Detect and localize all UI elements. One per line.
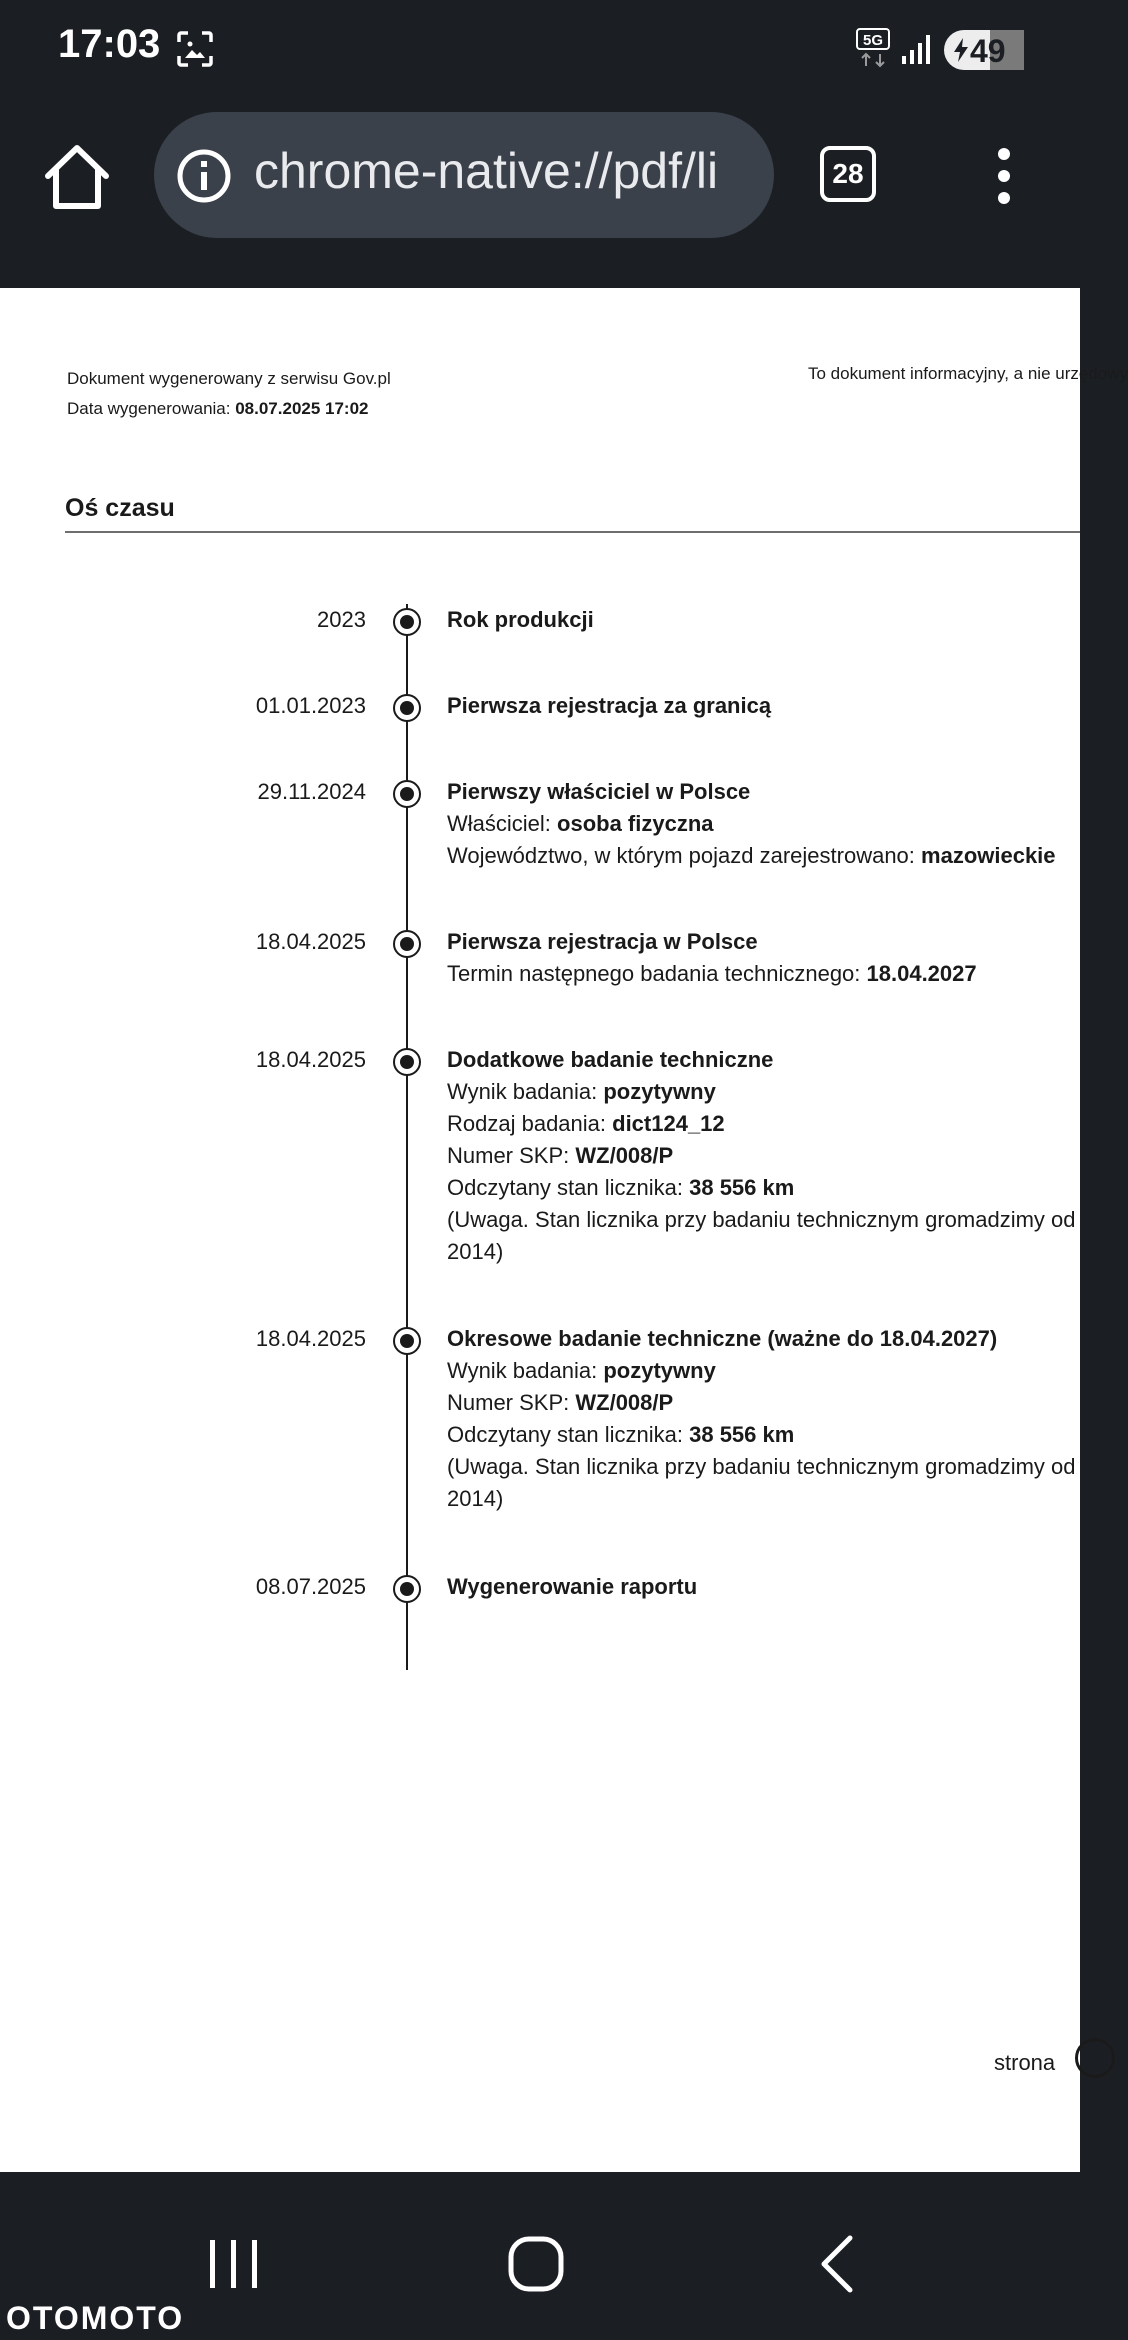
detail-label: Numer SKP: bbox=[447, 1390, 576, 1415]
timeline-title: Pierwszy właściciel w Polsce bbox=[447, 779, 751, 804]
detail-value: WZ/008/P bbox=[575, 1143, 674, 1168]
otomoto-watermark: OTOMOTO bbox=[6, 2300, 185, 2336]
back-button[interactable] bbox=[818, 2234, 858, 2294]
timeline-date: 18.04.2025 bbox=[255, 1047, 366, 1072]
timeline-title: Wygenerowanie raportu bbox=[447, 1574, 698, 1599]
timeline-date: 18.04.2025 bbox=[255, 929, 366, 954]
document-header-right: To dokument informacyjny, a nie urzędowy bbox=[808, 364, 1128, 383]
timeline-dot-icon bbox=[393, 930, 421, 958]
detail-label: Wynik badania: bbox=[447, 1079, 604, 1104]
timeline-title: Pierwsza rejestracja w Polsce bbox=[447, 929, 758, 954]
timeline-dot-icon bbox=[393, 1327, 421, 1355]
generated-source-text: Dokument wygenerowany z serwisu Gov.pl bbox=[67, 369, 391, 388]
page-label: strona bbox=[994, 2050, 1056, 2075]
detail-value: pozytywny bbox=[603, 1358, 716, 1383]
tab-switcher-button[interactable] bbox=[820, 146, 880, 206]
document-header-left bbox=[67, 364, 391, 424]
detail-value: 38 556 km bbox=[689, 1422, 795, 1447]
timeline-axis bbox=[406, 604, 408, 1670]
timeline-body bbox=[447, 1044, 1087, 1268]
battery-level: 49 bbox=[970, 33, 1006, 69]
detail-value: 38 556 km bbox=[689, 1175, 795, 1200]
charging-bolt-icon bbox=[952, 38, 970, 62]
detail-label: Termin następnego badania technicznego: bbox=[447, 961, 867, 986]
generated-date-value: 08.07.2025 17:02 bbox=[235, 399, 369, 418]
timeline-body bbox=[447, 776, 1087, 872]
url-text[interactable]: chrome-native://pdf/li bbox=[254, 143, 719, 199]
section-title: Oś czasu bbox=[65, 494, 175, 522]
timeline-detail bbox=[447, 958, 1087, 990]
timeline-detail bbox=[447, 808, 1087, 840]
timeline-date: 2023 bbox=[317, 607, 366, 632]
generated-date-line bbox=[67, 394, 391, 424]
detail-label: Właściciel: bbox=[447, 811, 558, 836]
detail-label: Odczytany stan licznika: bbox=[447, 1422, 690, 1447]
recent-apps-button[interactable] bbox=[204, 2236, 264, 2292]
info-icon[interactable] bbox=[176, 148, 232, 204]
timeline-detail bbox=[447, 1076, 1087, 1108]
timeline-date: 18.04.2025 bbox=[255, 1326, 366, 1351]
timeline-dot-icon bbox=[393, 608, 421, 636]
detail-label: Województwo, w którym pojazd zarejestrowano: bbox=[447, 843, 922, 868]
detail-value: WZ/008/P bbox=[575, 1390, 674, 1415]
network-5g-icon bbox=[856, 28, 890, 68]
timeline-detail bbox=[447, 1451, 1087, 1515]
timeline-date: 29.11.2024 bbox=[257, 779, 366, 804]
detail-label: Numer SKP: bbox=[447, 1143, 576, 1168]
detail-value: osoba fizyczna bbox=[557, 811, 714, 836]
timeline-body bbox=[447, 926, 1087, 990]
tab-count: 28 bbox=[820, 146, 876, 202]
page-number-badge bbox=[1075, 2038, 1115, 2078]
timeline-title: Okresowe badanie techniczne (ważne do 18.04.2027) bbox=[447, 1326, 998, 1351]
timeline-body bbox=[447, 1571, 1087, 1603]
address-bar[interactable] bbox=[154, 112, 774, 238]
timeline-body bbox=[447, 690, 1087, 722]
more-menu-icon[interactable] bbox=[984, 144, 1024, 208]
screenshot-icon bbox=[176, 30, 214, 68]
pdf-page bbox=[0, 288, 1128, 2172]
home-button[interactable] bbox=[40, 140, 114, 214]
timeline-dot-icon bbox=[393, 1048, 421, 1076]
timeline-body bbox=[447, 604, 1087, 636]
timeline-detail bbox=[447, 1419, 1087, 1451]
browser-toolbar bbox=[0, 100, 1080, 268]
timeline-detail bbox=[447, 1204, 1087, 1268]
timeline-dot-icon bbox=[393, 694, 421, 722]
detail-value: 18.04.2027 bbox=[866, 961, 977, 986]
timeline-title: Dodatkowe badanie techniczne bbox=[447, 1047, 774, 1072]
timeline-detail bbox=[447, 1108, 1087, 1140]
network-label: 5G bbox=[862, 32, 884, 49]
section-divider bbox=[65, 531, 1080, 533]
timeline-dot-icon bbox=[393, 780, 421, 808]
timeline-title: Pierwsza rejestracja za granicą bbox=[447, 693, 772, 718]
status-time: 17:03 bbox=[58, 22, 161, 66]
detail-value: mazowieckie bbox=[921, 843, 1056, 868]
timeline-detail bbox=[447, 840, 1087, 872]
timeline-date: 08.07.2025 bbox=[255, 1574, 366, 1599]
detail-value: pozytywny bbox=[603, 1079, 716, 1104]
battery-indicator bbox=[944, 30, 1024, 70]
detail-value: dict124_12 bbox=[612, 1111, 725, 1136]
detail-label: Wynik badania: bbox=[447, 1358, 604, 1383]
home-nav-button[interactable] bbox=[506, 2234, 566, 2294]
timeline-body bbox=[447, 1323, 1087, 1515]
timeline-dot-icon bbox=[393, 1575, 421, 1603]
detail-label: (Uwaga. Stan licznika przy badaniu technicznym gromadzimy od 2014) bbox=[447, 1454, 1076, 1511]
detail-label: Odczytany stan licznika: bbox=[447, 1175, 690, 1200]
generated-date-label: Data wygenerowania: bbox=[67, 399, 236, 418]
timeline-date: 01.01.2023 bbox=[255, 693, 366, 718]
timeline-detail bbox=[447, 1140, 1087, 1172]
detail-label: Rodzaj badania: bbox=[447, 1111, 613, 1136]
timeline-detail bbox=[447, 1172, 1087, 1204]
timeline-title: Rok produkcji bbox=[447, 607, 594, 632]
status-bar bbox=[0, 0, 1080, 100]
signal-icon bbox=[900, 32, 934, 66]
detail-label: (Uwaga. Stan licznika przy badaniu technicznym gromadzimy od 2014) bbox=[447, 1207, 1076, 1264]
timeline-detail bbox=[447, 1387, 1087, 1419]
timeline-detail bbox=[447, 1355, 1087, 1387]
